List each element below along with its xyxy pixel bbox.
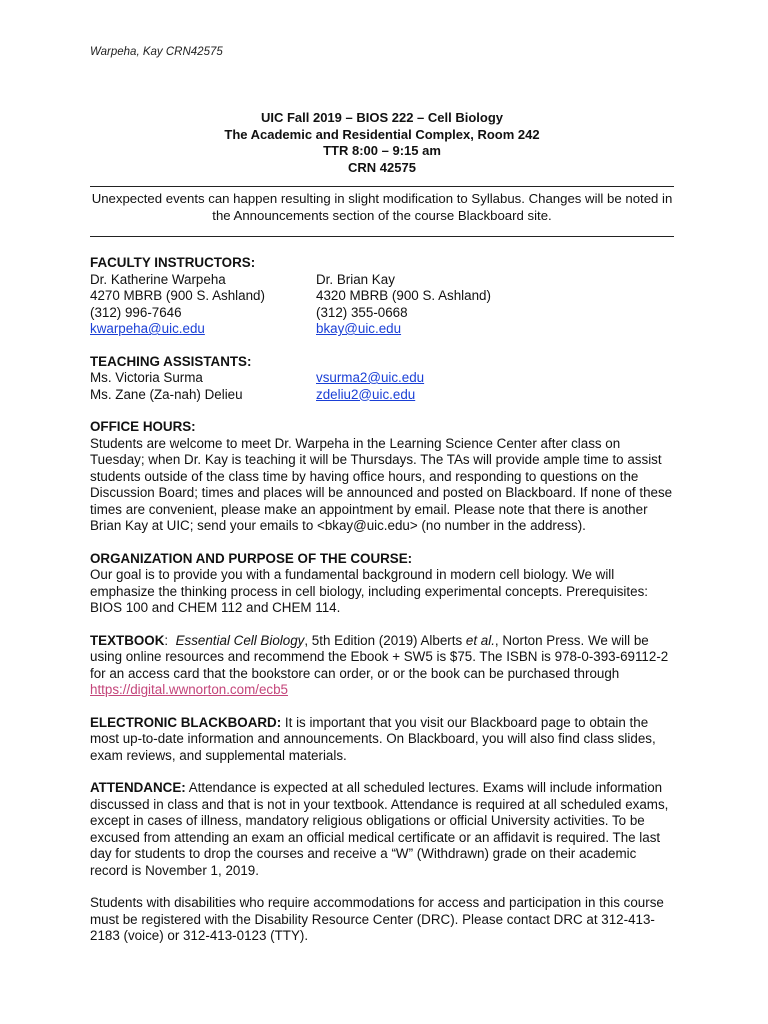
textbook-url-link[interactable]: https://digital.wwnorton.com/ecb5 [90,682,288,697]
faculty-left-phone: (312) 996-7646 [90,304,182,320]
faculty-left-name: Dr. Katherine Warpeha [90,271,226,287]
attendance-paragraph [90,780,676,879]
faculty-right-phone: (312) 355-0668 [316,304,408,320]
blackboard-paragraph [90,715,676,765]
ta-heading: TEACHING ASSISTANTS: [90,353,252,369]
textbook-colon: : [164,632,169,648]
syllabus-body [90,255,676,945]
textbook-paragraph [90,633,676,699]
divider-bottom [90,236,674,237]
office-hours-body: Students are welcome to meet Dr. Warpeha in the Learning Science Center after class on Tuesday; when Dr. Kay is teaching it will be Thursdays. The TAs will provide ample time to assist students outside of the class time by having office hours, and responding to questions on the Discussion Board; times and places will be announced and posted on Blackboard. If none of these times are convenient, please make an appointment by email. Please note that there is another Brian Kay at UIC; send your emails to <bkay@uic.edu> (no number in the address). [90,435,673,533]
ta-table [90,370,676,403]
faculty-heading: FACULTY INSTRUCTORS: [90,255,256,270]
textbook-label: TEXTBOOK [90,632,165,648]
course-crn: CRN 42575 [348,159,416,175]
faculty-right-name: Dr. Brian Kay [316,271,395,287]
attendance-body: Attendance is expected at all scheduled lectures. Exams will include information discussed in class and that is not in your textbook. Attendance is required at all scheduled exams, except in cases of illness, mandatory religious obligations or official University activities. To be excused from attending an exam an official medical certificate or an affidavit is required. The last day for students to drop the courses and receive a “W” (Withdrawn) grade on their academic record is November 1, 2019. [90,780,669,878]
organization-heading: ORGANIZATION AND PURPOSE OF THE COURSE: [90,550,413,566]
faculty-table [90,272,676,338]
faculty-right-office: 4320 MBRB (900 S. Ashland) [316,288,491,303]
faculty-left-office: 4270 MBRB (900 S. Ashland) [90,288,265,303]
faculty-right-email-link[interactable]: bkay@uic.edu [316,321,402,336]
ta-name: Ms. Zane (Za-nah) Delieu [90,386,243,402]
course-location: The Academic and Residential Complex, Room 242 [224,126,540,142]
modification-notice: Unexpected events can happen resulting in slight modification to Syllabus. Changes will be noted in the Announcements section of the course Blackboard site. [91,191,673,223]
course-time: TTR 8:00 – 9:15 am [323,143,441,158]
attendance-label: ATTENDANCE: [90,780,186,795]
office-hours-heading: OFFICE HOURS: [90,419,196,434]
blackboard-label: ELECTRONIC BLACKBOARD: [90,714,282,730]
disability-paragraph: Students with disabilities who require accommodations for access and participation in this course must be registered with the Disability Resource Center (DRC). Please contact DRC at 312-413-2183 (voice) or 312-413-0123 (TTY). [90,895,664,943]
ta-email-link[interactable]: vsurma2@uic.edu [316,370,425,385]
course-title-block [90,110,674,176]
organization-body: Our goal is to provide you with a fundamental background in modern cell biology. We will emphasize the thinking process in cell biology, including experimental concepts. Prerequisites: BIOS 100 and CHEM 112 and CHEM 114. [90,567,648,615]
running-head: Warpeha, Kay CRN42575 [90,46,223,58]
ta-email-link[interactable]: zdeliu2@uic.edu [316,386,416,402]
textbook-etal: et al. [465,632,495,648]
blackboard-body: It is important that you visit our Blackboard page to obtain the most up-to-date information and announcements. On Blackboard, you will also find class slides, exam reviews, and supplemental materials. [90,714,656,763]
divider-top [90,186,674,187]
ta-name: Ms. Victoria Surma [90,370,203,385]
faculty-left-email-link[interactable]: kwarpeha@uic.edu [90,321,205,336]
textbook-edition: , 5th Edition (2019) Alberts [304,632,466,648]
course-title: UIC Fall 2019 – BIOS 222 – Cell Biology [260,110,504,125]
textbook-details: , Norton Press. We will be using online resources and recommend the Ebook + SW5 is $75. The ISBN is 978-0-393-69112-2 for an access card that the bookstore can order, or or the book can be purchased through [90,632,669,681]
textbook-title: Essential Cell Biology [175,632,305,648]
